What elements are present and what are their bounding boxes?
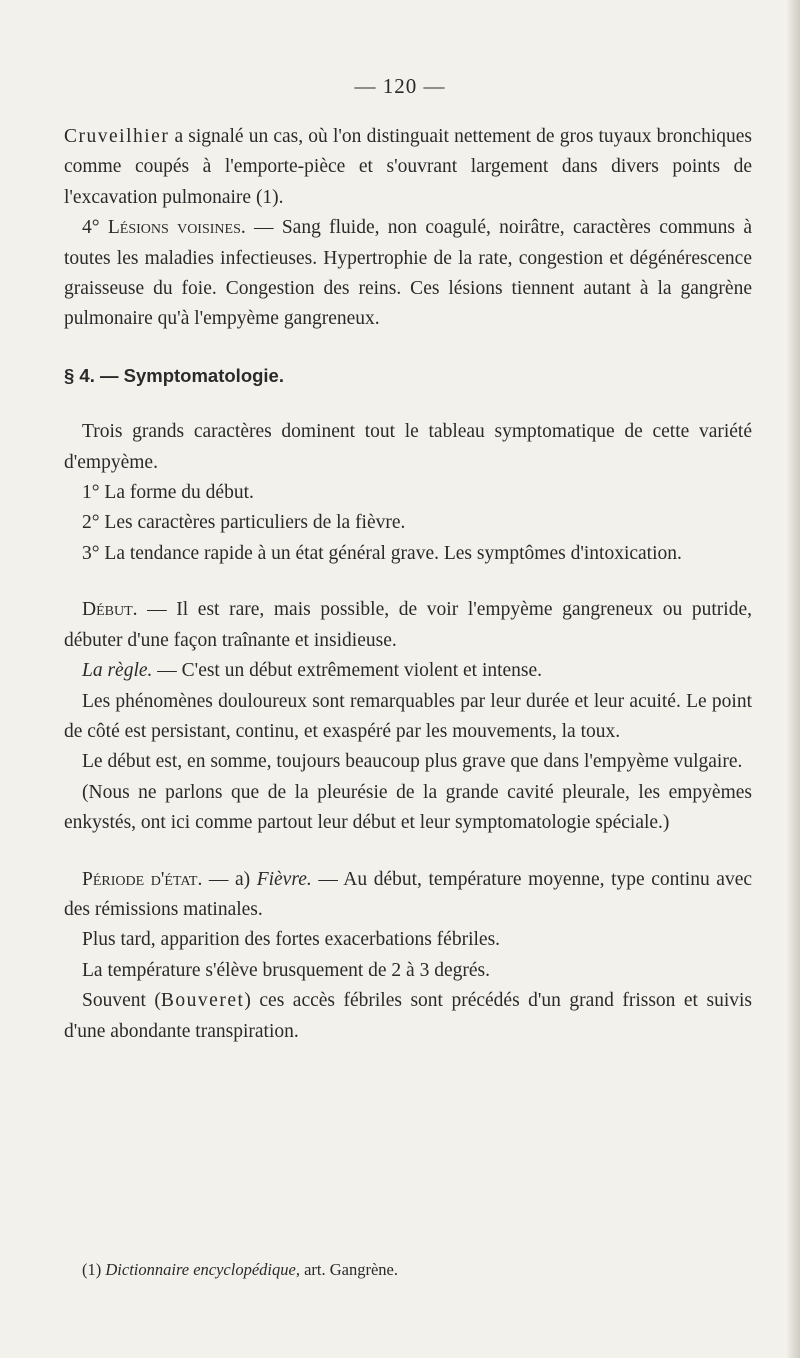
list-item: 2° Les caractères particuliers de la fièvre. (82, 512, 406, 534)
paragraph-bouveret: Souvent (Bouveret) ces accès fébriles sont précédés d'un grand frisson et suivis d'une abondante transpiration. (64, 990, 752, 1042)
paragraph-debut: Début. — Il est rare, mais possible, de voir l'empyème gangreneux ou putride, débuter d'une façon traînante et insidieuse. (64, 599, 752, 651)
page-edge-shadow (786, 0, 800, 1358)
paragraph-intro: Trois grands caractères dominent tout le tableau symptomatique de cette variété d'empyème. (64, 421, 752, 473)
page-number: — 120 — (354, 74, 446, 98)
section-heading: § 4. — Symptomatologie. (64, 364, 284, 386)
section-label: Lésions voisines. (107, 217, 246, 239)
section-label: Début. (82, 599, 138, 621)
paragraph-regle: La règle. — C'est un début extrêmement violent et intense. (82, 660, 543, 682)
author-name: Cruveilhier (64, 126, 170, 147)
paragraph-periode-etat: Période d'état. — a) Fièvre. — Au début, température moyenne, type continu avec des rémissions matinales. (64, 868, 752, 920)
paragraph-cruveilhier: Cruveilhier a signalé un cas, où l'on distinguait nettement de gros tuyaux bronchiques comme coupés à l'emporte-pièce et s'ouvrant largement dans divers points de l'excavation pulmonaire (1). (64, 126, 752, 208)
footnote: (1) Dictionnaire encyclopédique, art. Gangrène. (82, 1260, 398, 1279)
paragraph-nota: (Nous ne parlons que de la pleurésie de la grande cavité pleurale, les empyèmes enkystés, ont ici comme partout leur début et leur symptomatologie spéciale.) (64, 781, 752, 834)
author-name: Bouveret (160, 990, 245, 1012)
paragraph-lesions-voisines: 4° Lésions voisines. — Sang fluide, non coagulé, noirâtre, caractères communs à toutes les maladies infectieuses. Hypertrophie de la rate, congestion et dégénérescence graisseuse du foie. Congestion des reins. Ces lésions tiennent autant à la gangrène pulmonaire qu'à l'empyème gangreneux. (64, 217, 752, 330)
italic-label: La règle. (82, 660, 153, 682)
section-label: Période d'état. (82, 868, 203, 890)
list-item: 3° La tendance rapide à un état général grave. Les symptômes d'intoxication. (82, 542, 682, 564)
paragraph-phenomenes: Les phénomènes douloureux sont remarquables par leur durée et leur acuité. Le point de côté est persistant, continu, et exaspéré par les mouvements, la toux. (64, 690, 752, 742)
footnote-title: Dictionnaire encyclopédique (105, 1260, 296, 1279)
page-body (64, 122, 752, 1047)
paragraph-plus-tard: Plus tard, apparition des fortes exacerbations fébriles. (82, 929, 501, 951)
paragraph-temperature: La température s'élève brusquement de 2 à 3 degrés. (82, 959, 490, 981)
list-item: 1° La forme du début. (82, 482, 254, 504)
paragraph-debut-grave: Le début est, en somme, toujours beaucoup plus grave que dans l'empyème vulgaire. (82, 751, 743, 773)
italic-label: Fièvre. (256, 868, 312, 890)
